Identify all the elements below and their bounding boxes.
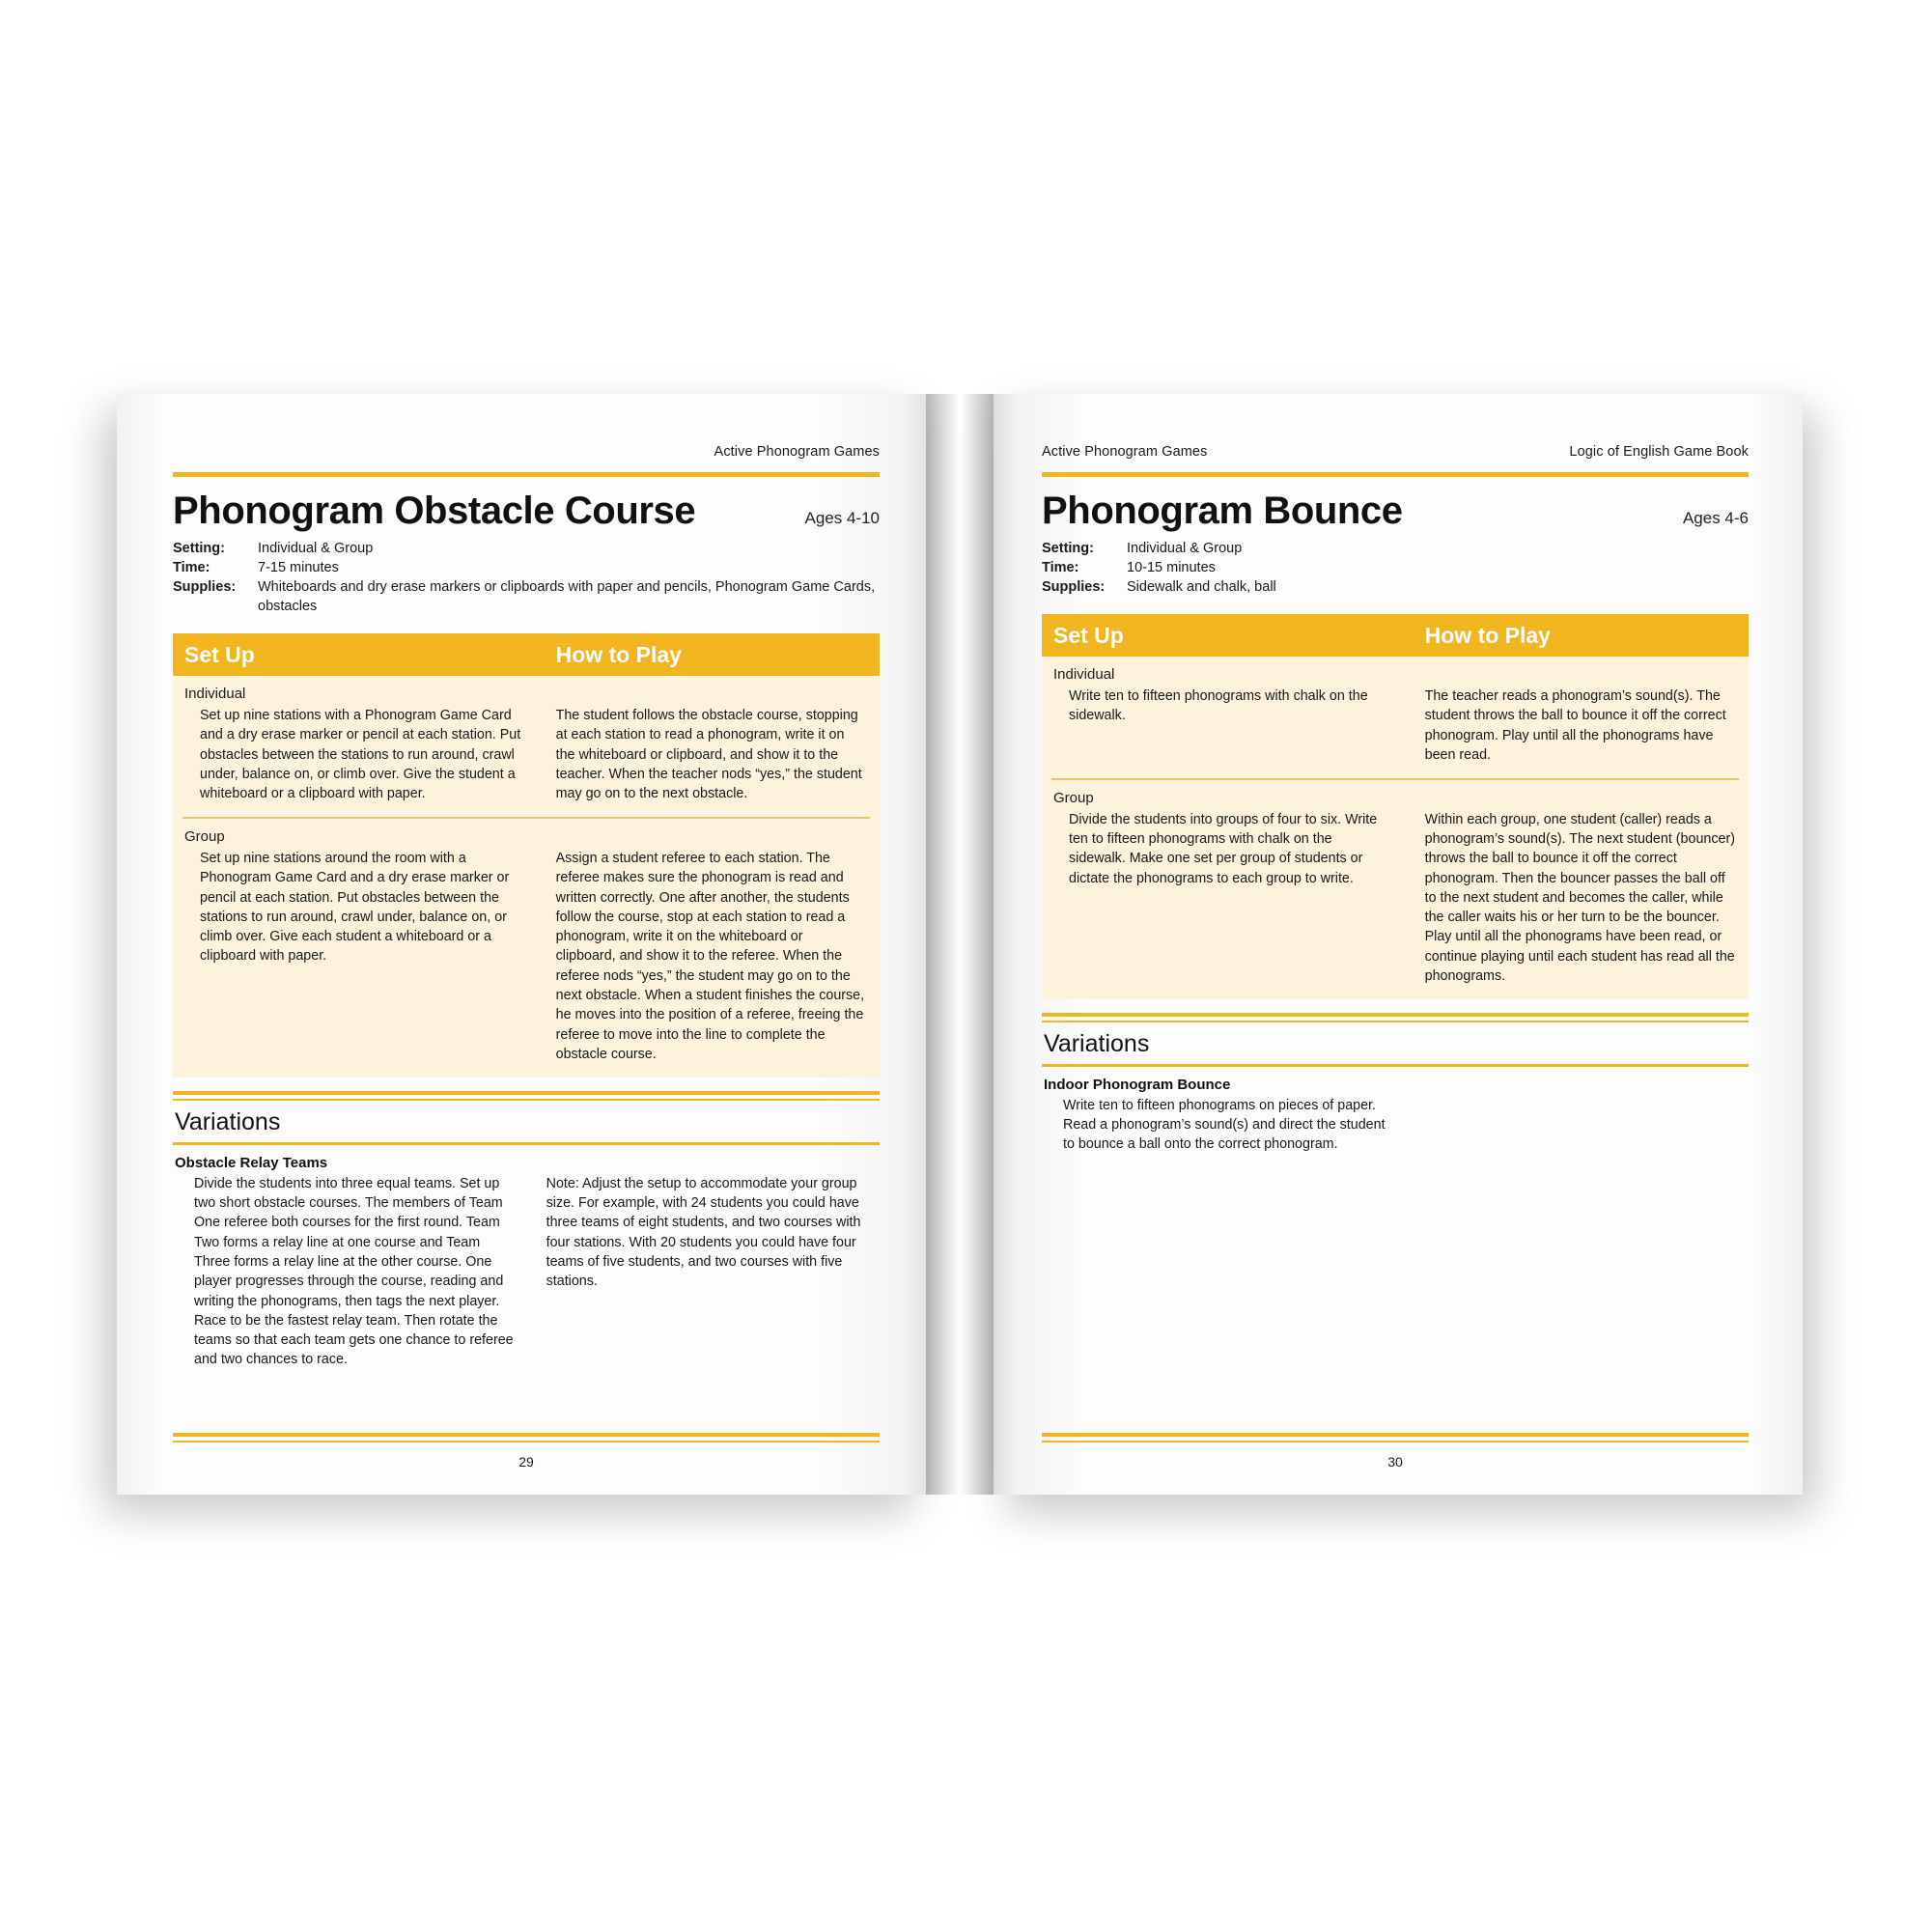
group-setup-text: Set up nine stations around the room with a Phonogram Game Card and a dry erase marker or pencil at each station. Put obstacles between the stations to run around, crawl under, balance on, or climb over. Give each student a whiteboard or a clipboard with paper. [200, 850, 510, 965]
meta-value-supplies: Sidewalk and chalk, ball [1127, 579, 1276, 595]
page-footer-left [173, 1433, 880, 1470]
meta-value-setting: Individual & Group [1127, 541, 1243, 556]
running-head-left-text: Active Phonogram Games [1042, 444, 1208, 460]
variations-section-left [173, 1091, 880, 1369]
meta-label-time: Time: [1042, 560, 1079, 575]
individual-play-text: The teacher reads a phonogram’s sound(s). The student throws the ball to bounce it off the correct phonogram. Play until all the phonograms have been read. [1424, 688, 1726, 763]
variations-columns [1042, 1096, 1749, 1155]
individual-setup-text: Write ten to fifteen phonograms with chalk on the sidewalk. [1069, 688, 1368, 724]
meta-label-supplies: Supplies: [1042, 579, 1106, 595]
instructions-row-individual [173, 704, 880, 817]
group-setup-text: Divide the students into groups of four to six. Write ten to fifteen phonograms with chalk on the sidewalk. Make one set per group of students or dictate the phonograms to each group to write. [1069, 811, 1378, 886]
section-band-right [1042, 614, 1749, 657]
footer-rule [1042, 1433, 1749, 1442]
variation-text: Write ten to fifteen phonograms on pieces of paper. Read a phonogram’s sound(s) and direct the student to bounce a ball onto the correct phonogram. [1063, 1097, 1386, 1153]
running-head-right-text: Active Phonogram Games [714, 444, 880, 460]
variations-columns [173, 1174, 880, 1370]
meta-row [173, 539, 880, 558]
band-howtoplay-label: How to Play [555, 641, 682, 667]
page-footer-right [1042, 1433, 1749, 1470]
variation-subtitle: Indoor Phonogram Bounce [1044, 1076, 1231, 1093]
band-howtoplay-label: How to Play [1424, 622, 1551, 648]
page-number: 29 [518, 1454, 534, 1470]
variations-rule [1042, 1013, 1749, 1022]
meta-block [173, 539, 880, 616]
variations-rule [173, 1091, 880, 1101]
meta-block [1042, 539, 1749, 597]
meta-value-time: 7-15 minutes [258, 560, 339, 575]
band-setup-label: Set Up [184, 641, 255, 667]
instructions-row-group [173, 847, 880, 1078]
individual-setup-text: Set up nine stations with a Phonogram Game Card and a dry erase marker or pencil at each station. Put obstacles between the stations to run around, crawl under, balance on, or climb over. Give the student a whiteboard or a clipboard with paper. [200, 708, 521, 802]
game-title-row [173, 490, 880, 531]
meta-label-setting: Setting: [173, 541, 225, 556]
meta-value-supplies: Whiteboards and dry erase markers or clipboards with paper and pencils, Phonogram Game Cards, obstacles [258, 579, 876, 614]
individual-play-text: The student follows the obstacle course, stopping at each station to read a phonogram, write it on the whiteboard or clipboard, and show it to the teacher. When the teacher nods “yes,” the student may go on to the next obstacle. [555, 708, 862, 802]
meta-label-supplies: Supplies: [173, 579, 237, 595]
meta-row [1042, 539, 1749, 558]
subsection-individual-label: Individual [1053, 666, 1115, 683]
instructions-panel-right [1042, 657, 1749, 999]
group-play-text: Within each group, one student (caller) reads a phonogram’s sound(s). The next student (bouncer) throws the ball to bounce it off the correct phonogram. Then the bouncer passes the ball off to the next student and becomes the caller, while the caller waits his or her turn to be the bouncer. Play until all the phonograms have been read, or continue playing until each student has read all the phonograms. [1424, 811, 1735, 985]
page-title: Phonogram Bounce [1042, 490, 1403, 532]
subsection-group-label: Group [1053, 789, 1094, 806]
subsection-group-label: Group [184, 827, 225, 845]
subsection-individual-label: Individual [184, 686, 246, 702]
section-band-left [173, 633, 880, 676]
meta-row [1042, 577, 1749, 597]
running-head-left-page [173, 444, 880, 463]
instructions-row-group [1042, 808, 1749, 1000]
running-head-right-page [1042, 444, 1749, 463]
page-title: Phonogram Obstacle Course [173, 490, 696, 532]
instructions-row-individual [1042, 685, 1749, 778]
page-number: 30 [1387, 1454, 1403, 1470]
variation-note-text [1410, 1096, 1749, 1155]
group-play-text: Assign a student referee to each station. The referee makes sure the phonogram is read and written correctly. One after another, the students follow the course, stop at each station to read a phonogram, write it on the whiteboard or clipboard, and show it to the referee. When the referee nods “yes,” the student may go on to the next obstacle. When a student finishes the course, he moves into the position of a referee, freeing the referee to move into the line to complete the obstacle course. [555, 850, 865, 1062]
variation-text: Divide the students into three equal teams. Set up two short obstacle courses. The members of Team One referee both courses for the first round. Team Two forms a relay line at one course and Team Three forms a relay line at the other course. One player progresses through the course, reading and writing the phonograms, then tags the next player. Race to be the fastest relay team. Then rotate the teams so that each team gets one chance to referee and two chances to race. [194, 1175, 514, 1368]
page-right-content [1042, 444, 1749, 1466]
game-title-row [1042, 490, 1749, 531]
running-head-right-text: Logic of English Game Book [1569, 444, 1749, 460]
variations-title: Variations [1044, 1030, 1150, 1058]
variation-subtitle: Obstacle Relay Teams [175, 1154, 328, 1171]
title-rule-top [1042, 472, 1749, 477]
meta-label-setting: Setting: [1042, 541, 1094, 556]
title-rule-top [173, 472, 880, 477]
band-setup-label: Set Up [1053, 622, 1124, 648]
book-gutter [926, 394, 994, 1495]
footer-rule [173, 1433, 880, 1442]
meta-value-time: 10-15 minutes [1127, 560, 1216, 575]
meta-value-setting: Individual & Group [258, 541, 374, 556]
ages-label: Ages 4-6 [1682, 509, 1749, 527]
page-right [994, 394, 1803, 1495]
meta-row [173, 558, 880, 577]
ages-label: Ages 4-10 [804, 509, 880, 527]
book-spread [117, 394, 1816, 1495]
variations-section-right [1042, 1013, 1749, 1154]
meta-row [1042, 558, 1749, 577]
page-left [117, 394, 926, 1495]
variations-title: Variations [175, 1108, 281, 1136]
variation-note-text: Note: Adjust the setup to accommodate your group size. For example, with 24 students you could have three teams of eight students, and two courses with four stations. With 20 students you could have four teams of five students, and two courses with five stations. [546, 1175, 861, 1290]
instructions-panel-left [173, 676, 880, 1078]
meta-row [173, 577, 880, 616]
meta-label-time: Time: [173, 560, 210, 575]
page-left-content [173, 444, 880, 1466]
